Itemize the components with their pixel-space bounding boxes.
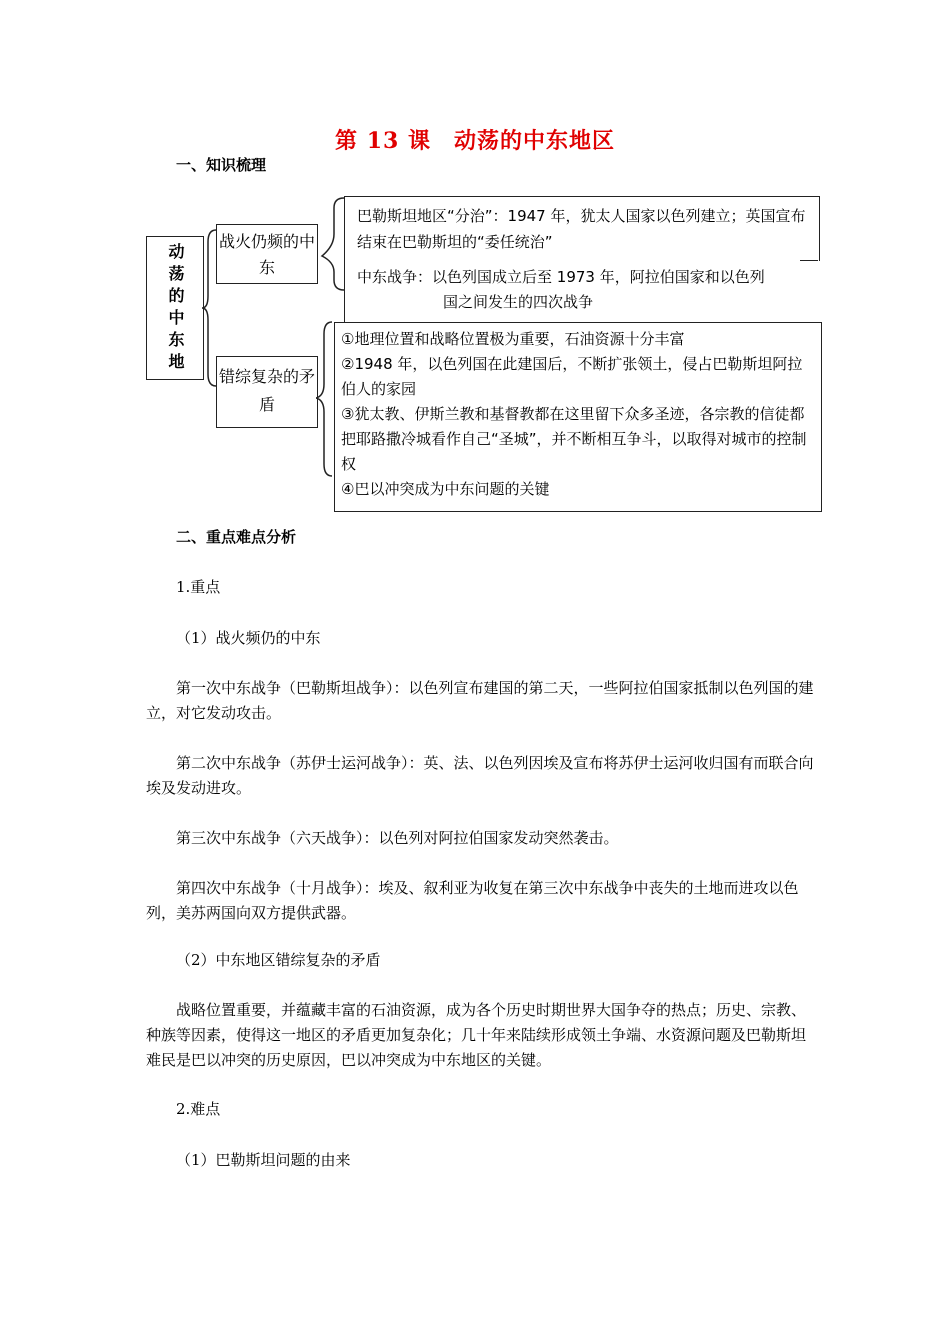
bracket-conflict [316, 320, 336, 478]
heading-difficulties: 2.难点 [176, 1100, 221, 1118]
heading-key-points: 1.重点 [176, 578, 221, 596]
paragraph-war4: 第四次中东战争（十月战争）：埃及、叙利亚为收复在第三次中东战争中丧失的土地而进攻以色列，美苏两国向双方提供武器。 [146, 879, 799, 922]
section-heading-analysis: 二、重点难点分析 [176, 528, 297, 546]
paragraph-conflict: 战略位置重要，并蕴藏丰富的石油资源，成为各个历史时期世界大国争夺的热点；历史、宗教、种族等因素，使得这一地区的矛盾更加复杂化；几十年来陆续形成领土争端、水资源问题及巴勒斯坦难民是巴以冲突的历史原因，巴以冲突成为中东地区的关键。 [146, 1001, 807, 1069]
wars-text-line1: 中东战争：以色列国成立后至 1973 年，阿拉伯国家和以色列 [357, 268, 765, 286]
diagram-branch-conflict: 错综复杂的矛盾 [216, 356, 318, 428]
heading-palestine-origin: （1）巴勒斯坦问题的由来 [176, 1151, 351, 1169]
cause-item: ①地理位置和战略位置极为重要，石油资源十分丰富 [341, 330, 685, 348]
heading-complex-conflict: （2）中东地区错综复杂的矛盾 [176, 951, 381, 969]
section-heading-knowledge: 一、知识梳理 [176, 156, 267, 174]
page-title: 第 13 课 动荡的中东地区 [335, 128, 615, 154]
diagram-box-causes [334, 322, 822, 512]
partition-text: 巴勒斯坦地区“分治”：1947 年，犹太人国家以色列建立；英国宣布结束在巴勒斯坦的“委任统治” [357, 207, 806, 251]
cause-item: ③犹太教、伊斯兰教和基督教都在这里留下众多圣迹，各宗教的信徒都把耶路撒冷城看作自己“圣城”，并不断相互争斗，以取得对城市的控制权 [341, 405, 807, 473]
cause-item: ④巴以冲突成为中东问题的关键 [341, 480, 550, 498]
diagram-branch-war: 战火仍频的中东 [216, 224, 318, 284]
paragraph-war3: 第三次中东战争（六天战争）：以色列对阿拉伯国家发动突然袭击。 [176, 829, 619, 847]
diagram-box-wars [344, 260, 801, 323]
diagram-root-box [146, 236, 204, 380]
paragraph-war1: 第一次中东战争（巴勒斯坦战争）：以色列宣布建国的第二天，一些阿拉伯国家抵制以色列国的建立，对它发动攻击。 [146, 679, 814, 722]
paragraph-war2: 第二次中东战争（苏伊士运河战争）：英、法、以色列因埃及宣布将苏伊士运河收归国有而联合向埃及发动进攻。 [146, 754, 814, 797]
heading-war-frequent: （1）战火频仍的中东 [176, 629, 321, 647]
diagram-box-partition [344, 196, 820, 261]
diagram-root-label: 动荡的中东地 [166, 243, 185, 375]
wars-text-line2: 国之间发生的四次战争 [443, 293, 594, 311]
cause-item: ②1948 年，以色列国在此建国后，不断扩张领土，侵占巴勒斯坦阿拉伯人的家园 [341, 355, 803, 398]
